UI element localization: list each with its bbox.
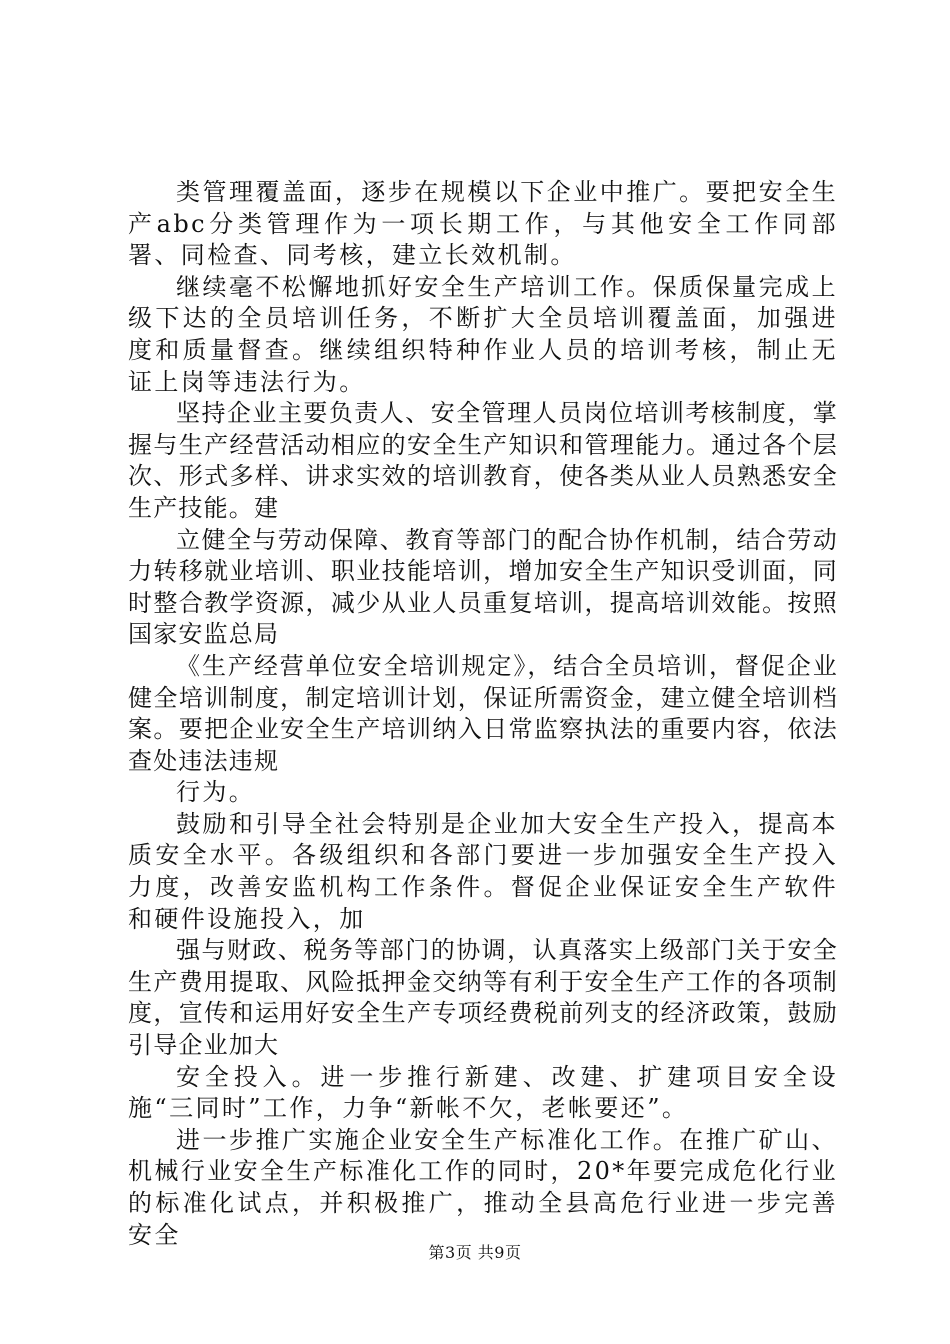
paragraph-3: 坚持企业主要负责人、安全管理人员岗位培训考核制度，掌握与生产经营活动相应的安全生产知识和管理能力。通过各个层次、形式多样、讲求实效的培训教育，使各类从业人员熟悉安全生产技能。建 <box>128 399 838 522</box>
page-number-footer: 第3页 共9页 <box>428 1243 522 1262</box>
paragraph-1: 类管理覆盖面，逐步在规模以下企业中推广。要把安全生产abc分类管理作为一项长期工作，与其他安全工作同部署、同检查、同考核，建立长效机制。 <box>128 178 838 270</box>
paragraph-4: 立健全与劳动保障、教育等部门的配合协作机制，结合劳动力转移就业培训、职业技能培训，增加安全生产知识受训面，同时整合教学资源，减少从业人员重复培训，提高培训效能。按照国家安监总局 <box>128 525 838 649</box>
document-body <box>128 177 838 1251</box>
paragraph-5: 《生产经营单位安全培训规定》，结合全员培训，督促企业健全培训制度，制定培训计划，保证所需资金，建立健全培训档案。要把企业安全生产培训纳入日常监察执法的重要内容，依法查处违法违规 <box>128 651 838 775</box>
paragraph-2: 继续毫不松懈地抓好安全生产培训工作。保质保量完成上级下达的全员培训任务，不断扩大全员培训覆盖面，加强进度和质量督查。继续组织特种作业人员的培训考核，制止无证上岗等违法行为。 <box>128 272 838 396</box>
paragraph-10: 进一步推广实施企业安全生产标准化工作。在推广矿山、机械行业安全生产标准化工作的同时，20*年要完成危化行业的标准化试点，并积极推广，推动全县高危行业进一步完善安全 <box>128 1125 838 1249</box>
paragraph-9: 安全投入。进一步推行新建、改建、扩建项目安全设施“三同时”工作，力争“新帐不欠，老帐要还”。 <box>128 1062 838 1123</box>
paragraph-8: 强与财政、税务等部门的协调，认真落实上级部门关于安全生产费用提取、风险抵押金交纳等有利于安全生产工作的各项制度，宣传和运用好安全生产专项经费税前列支的经济政策，鼓励引导企业加大 <box>128 936 838 1060</box>
paragraph-6: 行为。 <box>176 778 256 807</box>
paragraph-7: 鼓励和引导全社会特别是企业加大安全生产投入，提高本质安全水平。各级组织和各部门要进一步加强安全生产投入力度，改善安监机构工作条件。督促企业保证安全生产软件和硬件设施投入，加 <box>128 809 838 933</box>
